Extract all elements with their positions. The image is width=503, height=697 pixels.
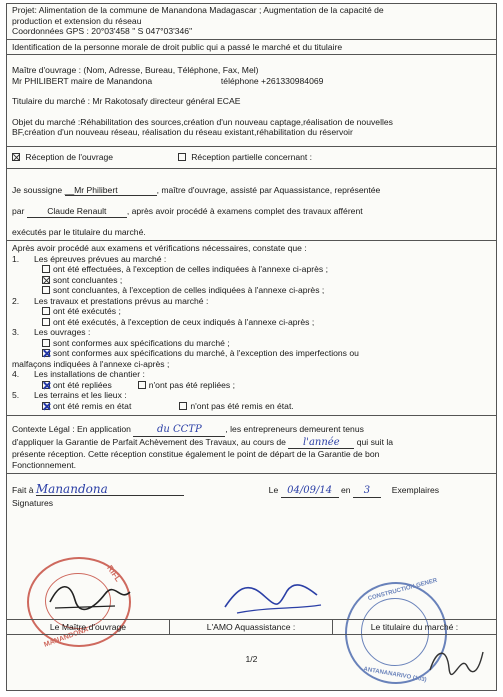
declaration-line-3: exécutés par le titulaire du marché. bbox=[12, 226, 146, 237]
reception-partial-label: Réception partielle concernant : bbox=[191, 151, 313, 162]
contexte-line-4: Fonctionnement. bbox=[12, 459, 77, 470]
declaration-section bbox=[7, 169, 496, 242]
sig-maitre-label: Le Maître d'ouvrage bbox=[7, 620, 170, 634]
check-label: sont concluantes ; bbox=[53, 274, 123, 285]
company-stamp-top-text: CONSTRUCTION GENER bbox=[367, 577, 438, 603]
check-label: sont conformes aux spécifications du marché, à l'exception des imperfections ou bbox=[53, 348, 359, 358]
contexte-text: d'appliquer la Garantie de Parfait Achèvement des Travaux, au cours de bbox=[12, 436, 286, 447]
contexte-line-1 bbox=[12, 424, 491, 437]
project-line: Projet: Alimentation de la commune de Manandona Madagascar ; Augmentation de la capacité de bbox=[12, 5, 384, 15]
fait-place: Manandona bbox=[36, 484, 184, 496]
declaration-text: , maître d'ouvrage, assisté par Aquassistance, représentée bbox=[156, 184, 381, 195]
check-label: ont été remis en état bbox=[53, 400, 132, 411]
declaration-text: , après avoir procédé à examens complet des travaux afférent bbox=[126, 206, 363, 216]
maitre-signature bbox=[45, 572, 135, 622]
maitre-name-row bbox=[12, 76, 491, 87]
check-3b-continued: malfaçons indiquées à l'annexe ci-après ; bbox=[12, 358, 170, 369]
mairie-stamp-bottom-text: MANANDONA bbox=[43, 626, 90, 649]
check-label: sont conformes aux spécifications du marché ; bbox=[53, 337, 230, 348]
check-4a-box[interactable] bbox=[42, 381, 50, 389]
section-number: 4. bbox=[12, 369, 20, 379]
maitre-name: Mr PHILIBERT maire de Manandona bbox=[12, 75, 153, 86]
representative-name: Claude Renault bbox=[47, 206, 107, 216]
fait-date: 04/09/14 bbox=[281, 486, 339, 498]
project-line-2: production et extension du réseau bbox=[12, 15, 142, 26]
mairie-stamp-top-text: RIFL bbox=[105, 563, 123, 584]
section-4-title bbox=[12, 369, 491, 380]
signer-name: Mr Philibert bbox=[74, 184, 118, 195]
section-number: 2. bbox=[12, 295, 20, 306]
reception-partial-checkbox[interactable] bbox=[178, 153, 186, 161]
representative-name-field bbox=[27, 206, 127, 218]
check-4 bbox=[12, 380, 491, 391]
check-3a-box[interactable] bbox=[42, 339, 50, 347]
verification-section bbox=[7, 241, 496, 416]
section-title: Les installations de chantier : bbox=[34, 369, 145, 379]
reception-full-checkbox[interactable] bbox=[12, 153, 20, 161]
maitre-phone: téléphone +261330984069 bbox=[220, 75, 324, 86]
check-2b-box[interactable] bbox=[42, 318, 50, 326]
fait-count: 3 bbox=[353, 486, 381, 498]
reception-full-label: Réception de l'ouvrage bbox=[25, 151, 114, 162]
objet-line-1: Objet du marché :Réhabilitation des sources,création d'un nouveau captage,réalisation de nouvelles bbox=[12, 116, 393, 127]
check-1b-box[interactable] bbox=[42, 276, 50, 284]
fait-line bbox=[12, 484, 491, 498]
check-1c-box[interactable] bbox=[42, 286, 50, 294]
check-3b-box[interactable] bbox=[42, 349, 50, 357]
section-title: Les terrains et les lieux : bbox=[34, 390, 127, 400]
declaration-text: par bbox=[12, 206, 25, 216]
section-title: Les travaux et prestations prévus au marché : bbox=[34, 295, 209, 306]
objet-line-2: BF,création d'un nouveau réseau, réalisation du réseau existant,réhabilitation du réservoir bbox=[12, 127, 353, 137]
fait-label: Fait à bbox=[12, 485, 34, 495]
check-1a bbox=[12, 264, 491, 275]
section-3-title bbox=[12, 327, 491, 338]
maitre-label: Maître d'ouvrage : (Nom, Adresse, Bureau, Téléphone, Fax, Mel) bbox=[12, 65, 259, 75]
check-label: n'ont pas été repliées ; bbox=[148, 379, 235, 390]
contexte-line-3: présente réception. Cette réception constitue également le point de départ de la Garantie de bon bbox=[12, 449, 380, 459]
section-number: 5. bbox=[12, 390, 20, 400]
contexte-text: , les entrepreneurs demeurent tenus bbox=[225, 424, 364, 434]
fait-section bbox=[7, 474, 496, 508]
check-label: ont été effectuées, à l'exception de celles indiquées à l'annexe ci-après ; bbox=[53, 264, 328, 274]
page-number: 1/2 bbox=[245, 654, 258, 664]
section-title: Les épreuves prévues au marché : bbox=[34, 253, 167, 264]
reception-type bbox=[7, 146, 496, 169]
check-2b bbox=[12, 317, 491, 328]
fait-date-label: Le bbox=[268, 485, 279, 495]
reception-form bbox=[6, 3, 497, 691]
section-title: Les ouvrages : bbox=[34, 327, 91, 337]
sig-titulaire-label: Le titulaire du marché : bbox=[370, 622, 459, 632]
gps-coordinates: Coordonnées GPS : 20°03'458 " S 047°03'346" bbox=[12, 26, 193, 36]
contexte-cctp: du CCTP bbox=[133, 425, 225, 437]
contexte-annee: l'année bbox=[288, 438, 354, 450]
parties-section bbox=[7, 55, 496, 146]
check-1b bbox=[12, 275, 491, 286]
signature-labels-row bbox=[7, 619, 496, 635]
check-5 bbox=[12, 401, 491, 412]
verification-intro: Après avoir procédé aux examens et vérifications nécessaires, constate que : bbox=[12, 243, 307, 253]
signer-name-field: __Mr Philibert bbox=[65, 185, 157, 197]
titulaire-line: Titulaire du marché : Mr Rakotosafy directeur général ECAE bbox=[12, 96, 241, 106]
check-3a bbox=[12, 338, 491, 349]
section-5-title bbox=[12, 390, 491, 401]
check-label: n'ont pas été remis en état. bbox=[190, 400, 294, 411]
identification-title: Identification de la personne morale de droit public qui a passé le marché et du titulaire bbox=[12, 41, 343, 52]
company-stamp-bottom-text: ANTANANARIVO (103) bbox=[362, 666, 427, 684]
contexte-line-2 bbox=[12, 437, 491, 450]
check-1c bbox=[12, 285, 491, 296]
project-header bbox=[7, 4, 496, 40]
check-label: ont été exécutés, à l'exception de ceux indiqués à l'annexe ci-après ; bbox=[53, 316, 315, 327]
check-3b bbox=[12, 348, 491, 359]
contexte-text: qui suit la bbox=[356, 436, 394, 447]
declaration-text: Je soussigne bbox=[12, 184, 63, 195]
signatures-label: Signatures bbox=[12, 497, 54, 508]
check-2a-box[interactable] bbox=[42, 307, 50, 315]
amo-signature bbox=[217, 569, 327, 619]
section-1-title bbox=[12, 254, 491, 265]
contexte-section bbox=[7, 416, 496, 474]
check-5a-box[interactable] bbox=[42, 402, 50, 410]
check-4b-box[interactable] bbox=[138, 381, 146, 389]
section-2-title bbox=[12, 296, 491, 307]
check-label: ont été exécutés ; bbox=[53, 306, 121, 316]
fait-exemplaires: Exemplaires bbox=[391, 485, 440, 495]
check-2a bbox=[12, 306, 491, 317]
check-5b-box[interactable] bbox=[179, 402, 187, 410]
check-label: ont été repliées bbox=[53, 379, 112, 390]
declaration-line-2 bbox=[12, 206, 491, 218]
check-label: sont concluantes, à l'exception de celles indiquées à l'annexe ci-après ; bbox=[53, 285, 325, 295]
section-number: 1. bbox=[12, 253, 20, 264]
check-1a-box[interactable] bbox=[42, 265, 50, 273]
section-number: 3. bbox=[12, 327, 20, 337]
declaration-line-1 bbox=[12, 185, 491, 197]
contexte-text: Contexte Légal : En application bbox=[12, 424, 131, 434]
identification-header bbox=[7, 40, 496, 56]
fait-en-label: en bbox=[341, 485, 351, 495]
sig-amo-label: L'AMO Aquassistance : bbox=[170, 620, 333, 634]
